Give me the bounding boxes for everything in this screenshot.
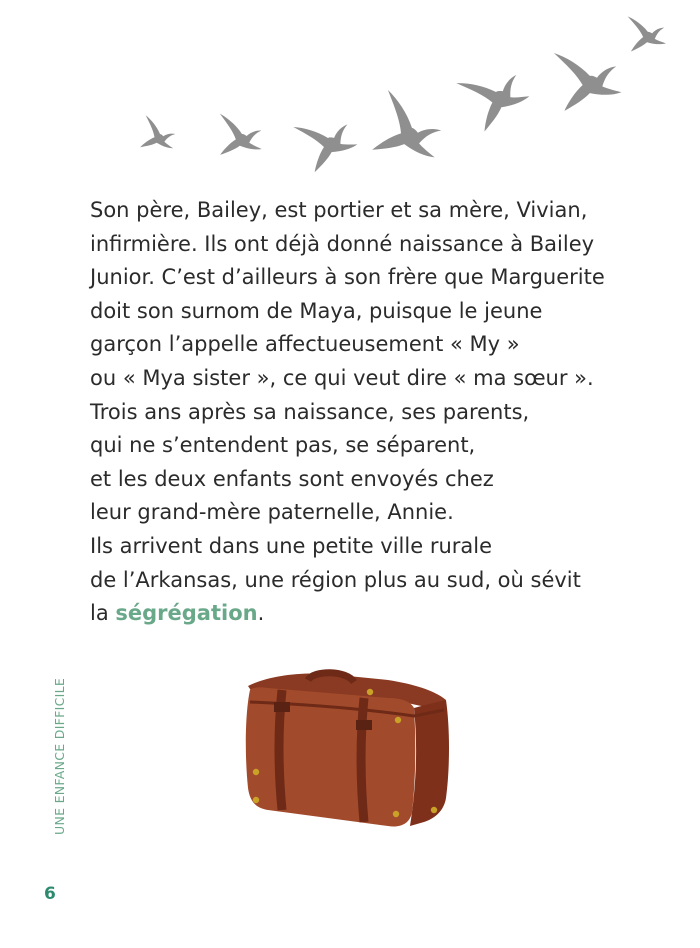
body-paragraph <box>90 194 650 631</box>
bird-2 <box>213 107 264 156</box>
last-line-suffix: . <box>257 601 265 626</box>
text-line: Junior. C’est d’ailleurs à son frère que Marguerite <box>90 265 605 290</box>
last-line-prefix: la <box>90 601 116 626</box>
text-line: ou « Mya sister », ce qui veut dire « ma sœur ». <box>90 365 594 390</box>
bird-6 <box>545 34 626 112</box>
text-line: Ils arrivent dans une petite ville rurale <box>90 533 493 558</box>
suitcase-icon <box>238 668 454 836</box>
bird-3 <box>286 101 360 174</box>
flying-birds-icon <box>0 0 700 180</box>
glossary-keyword[interactable]: ségrégation <box>115 601 258 626</box>
bird-7 <box>622 8 668 53</box>
text-line-last <box>90 597 650 631</box>
text-line: qui ne s’entendent pas, se séparent, <box>90 433 476 458</box>
running-head: UNE ENFANCE DIFFICILE <box>52 677 67 835</box>
text-line: leur grand-mère paternelle, Annie. <box>90 500 454 525</box>
text-line: Son père, Bailey, est portier et sa mère, Vivian, <box>90 198 588 222</box>
text-line: Trois ans après sa naissance, ses parents, <box>90 399 530 424</box>
bird-1 <box>140 115 175 148</box>
text-line: doit son surnom de Maya, puisque le jeune <box>90 298 543 323</box>
text-line: de l’Arkansas, une région plus au sud, où sévit <box>90 567 581 592</box>
text-line: garçon l’appelle affectueusement « My » <box>90 332 520 357</box>
bird-4 <box>372 89 444 158</box>
bird-5 <box>449 50 532 133</box>
page-number: 6 <box>44 884 56 904</box>
text-line: et les deux enfants sont envoyés chez <box>90 466 494 491</box>
text-line: infirmière. Ils ont déjà donné naissance à Bailey <box>90 231 595 256</box>
